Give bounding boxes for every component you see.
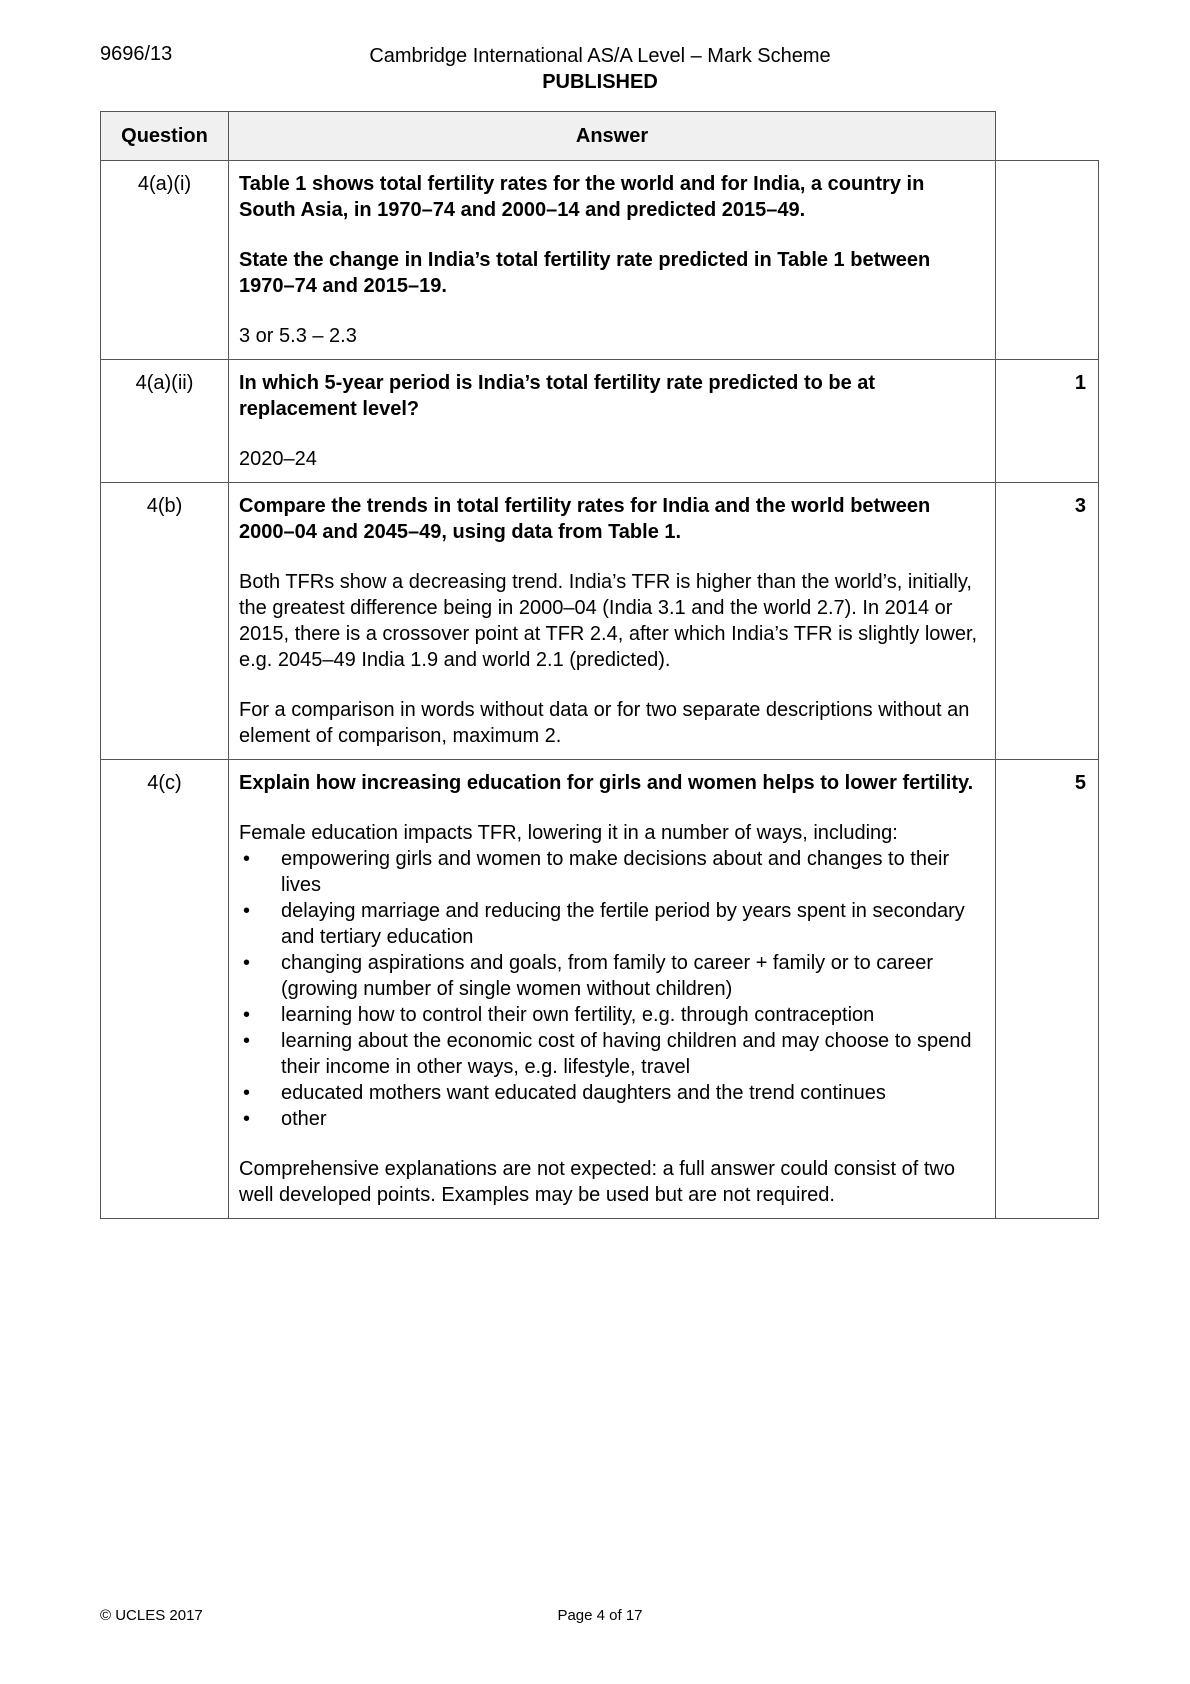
mark-scheme-table xyxy=(100,111,1099,1219)
question-prompt: Explain how increasing education for girls and women helps to lower fertility. xyxy=(239,772,974,794)
answer-intro: Female education impacts TFR, lowering it in a number of ways, including: xyxy=(239,822,898,844)
marks-column-header xyxy=(996,112,1099,161)
question-prompt: Compare the trends in total fertility rates for India and the world between 2000–04 and 2045–49, using data from Table 1. xyxy=(239,495,931,543)
question-prompt: Table 1 shows total fertility rates for the world and for India, a country in South Asia, in 1970–74 and 2000–14 and predicted 2015–49. xyxy=(239,173,925,221)
marks-cell: 3 xyxy=(996,483,1099,760)
marking-note: For a comparison in words without data or for two separate descriptions without an element of comparison, maximum 2. xyxy=(239,699,970,747)
answer-text: 2020–24 xyxy=(239,448,317,470)
marks-cell: 5 xyxy=(996,760,1099,1219)
answer-column-header: Answer xyxy=(229,112,996,161)
answer-cell xyxy=(229,360,996,483)
marking-note: Comprehensive explanations are not expected: a full answer could consist of two well developed points. Examples may be used but are not required. xyxy=(239,1158,955,1206)
bullet-item: • changing aspirations and goals, from family to career + family or to career (growing number of single women without children) xyxy=(239,950,985,1002)
question-number: 4(b) xyxy=(101,483,229,760)
question-column-header: Question xyxy=(101,112,229,161)
question-number: 4(a)(i) xyxy=(101,161,229,360)
bullet-item: • learning about the economic cost of having children and may choose to spend their income in other ways, e.g. lifestyle, travel xyxy=(239,1028,985,1080)
table-row xyxy=(101,483,1099,760)
bullet-item: • educated mothers want educated daughters and the trend continues xyxy=(239,1080,985,1106)
answer-text: 3 or 5.3 – 2.3 xyxy=(239,325,357,347)
bullet-item: • empowering girls and women to make decisions about and changes to their lives xyxy=(239,846,985,898)
document-header xyxy=(300,43,900,95)
document-title: Cambridge International AS/A Level – Mark Scheme xyxy=(369,45,831,67)
answer-text: Both TFRs show a decreasing trend. India’s TFR is higher than the world’s, initially, the greatest difference being in 2000–04 (India 3.1 and the world 2.7). In 2014 or 2015, there is a crossover point at TFR 2.4, after which India’s TFR is slightly lower, e.g. 2045–49 India 1.9 and world 2.1 (predicted). xyxy=(239,571,978,671)
copyright-notice: © UCLES 2017 xyxy=(100,1607,203,1624)
question-number: 4(a)(ii) xyxy=(101,360,229,483)
marks-cell xyxy=(996,161,1099,360)
bullet-list xyxy=(239,846,985,1132)
bullet-item: • other xyxy=(239,1106,985,1132)
page-number: Page 4 of 17 xyxy=(557,1607,643,1624)
answer-cell xyxy=(229,760,996,1219)
bullet-item: • delaying marriage and reducing the fertile period by years spent in secondary and tertiary education xyxy=(239,898,985,950)
answer-cell xyxy=(229,483,996,760)
table-header-row xyxy=(101,112,1099,161)
bullet-item: • learning how to control their own fertility, e.g. through contraception xyxy=(239,1002,985,1028)
table-row xyxy=(101,360,1099,483)
table-row xyxy=(101,161,1099,360)
question-prompt: In which 5-year period is India’s total fertility rate predicted to be at replacement level? xyxy=(239,372,876,420)
answer-cell xyxy=(229,161,996,360)
marks-cell: 1 xyxy=(996,360,1099,483)
question-number: 4(c) xyxy=(101,760,229,1219)
table-row xyxy=(101,760,1099,1219)
published-label: PUBLISHED xyxy=(542,71,658,93)
question-prompt: State the change in India’s total fertility rate predicted in Table 1 between 1970–74 and 2015–19. xyxy=(239,249,931,297)
paper-code: 9696/13 xyxy=(100,43,173,65)
